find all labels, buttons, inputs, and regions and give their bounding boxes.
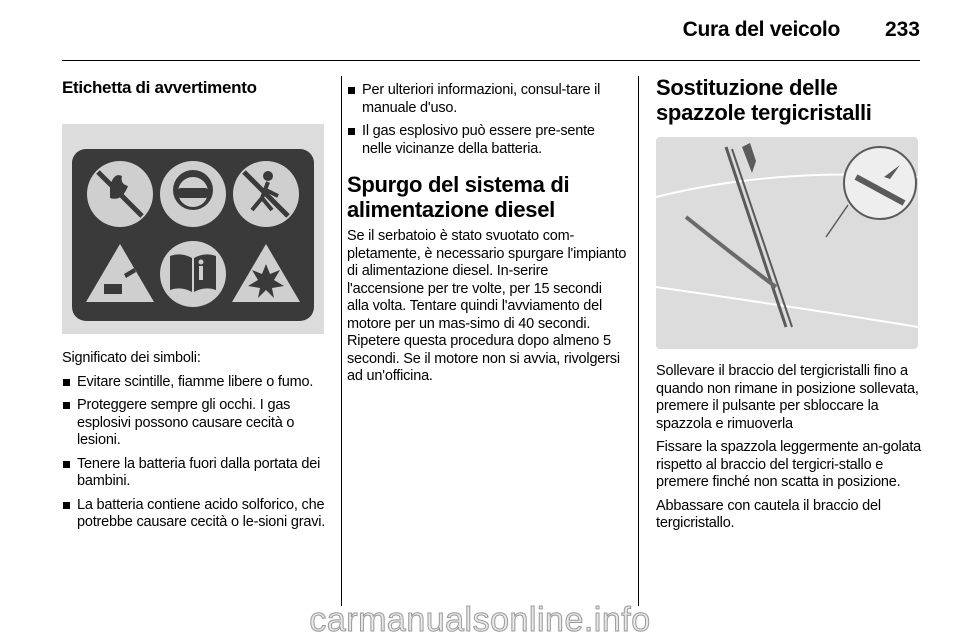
page-number: 233 xyxy=(884,18,920,41)
watermark: carmanualsonline.info xyxy=(309,601,651,639)
wiper-illustration xyxy=(656,137,918,349)
list-item: La batteria contiene acido solforico, che potrebbe causare cecità o le-sioni gravi. xyxy=(62,497,327,532)
list-item: Proteggere sempre gli occhi. I gas esplosivi possono causare cecità o lesioni. xyxy=(62,397,327,450)
symbols-intro: Significato dei simboli: xyxy=(62,350,201,366)
column-1 xyxy=(62,70,327,538)
list-item: Evitare scintille, fiamme libere o fumo. xyxy=(62,374,327,392)
wiper-step-2: Fissare la spazzola leggermente an-golata rispetto al braccio del tergicri-stallo e premere finché non scatta in posizione. xyxy=(656,439,922,490)
wiper-replacement-heading: Sostituzione delle spazzole tergicristalli xyxy=(656,75,872,125)
list-item: Per ulteriori informazioni, consul-tare il manuale d'uso. xyxy=(347,82,627,117)
warning-label-illustration xyxy=(62,124,324,334)
wiper-figure xyxy=(656,137,918,349)
diesel-bleed-heading: Spurgo del sistema di alimentazione diesel xyxy=(347,172,570,222)
no-fire-icon xyxy=(87,161,153,227)
wiper-step-3: Abbassare con cautela il braccio del tergicristallo. xyxy=(656,497,881,531)
page-header xyxy=(0,0,960,60)
keep-children-away-icon xyxy=(233,161,299,227)
column-divider-2 xyxy=(638,76,639,606)
list-item: Tenere la batteria fuori dalla portata dei bambini. xyxy=(62,456,327,491)
diesel-bleed-body: Se il serbatoio è stato svuotato com-pletamente, è necessario spurgare l'impianto di alimentazione diesel. In-serire l'accensione per tre volte, per 15 secondi alla volta. Tentare quindi l'avviamento del motore per un mas-simo di 40 secondi. Ripetere questa procedura dopo almeno 5 secondi. Se il motore non si avvia, rivolgersi ad un'officina. xyxy=(347,228,627,384)
warning-label-figure xyxy=(62,124,324,334)
column-divider-1 xyxy=(341,76,342,606)
column-3 xyxy=(656,70,922,539)
battery-info-list xyxy=(347,82,627,158)
wiper-step-1: Sollevare il braccio del tergicristalli fino a quando non rimane in posizione sollevata, premere il pulsante per sbloccare la spazzola e rimuoverla xyxy=(656,363,919,432)
header-divider xyxy=(62,60,920,61)
read-manual-icon xyxy=(160,241,226,307)
eye-protection-icon xyxy=(160,161,226,227)
column-2 xyxy=(347,70,627,392)
section-title: Cura del veicolo xyxy=(682,18,840,41)
warning-label-heading: Etichetta di avvertimento xyxy=(62,78,257,97)
up-arrow-icon xyxy=(742,143,756,173)
symbols-list xyxy=(62,374,327,532)
list-item: Il gas esplosivo può essere pre-sente nelle vicinanze della batteria. xyxy=(347,123,627,158)
